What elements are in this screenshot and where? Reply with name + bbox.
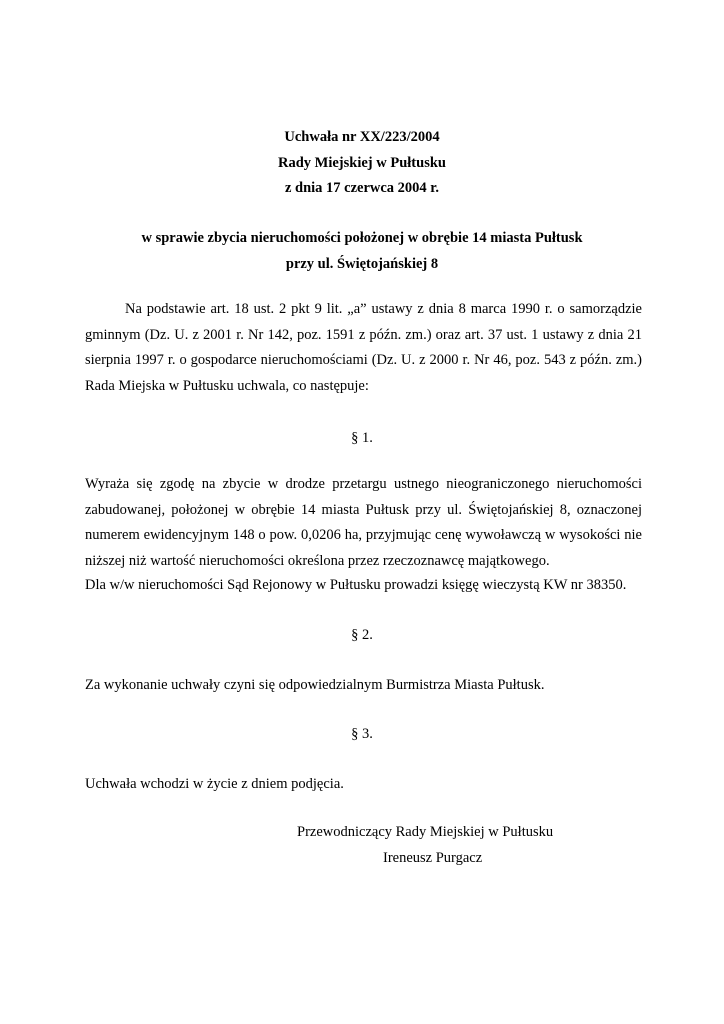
section-2-paragraph: Za wykonanie uchwały czyni się odpowiedzialnym Burmistrza Miasta Pułtusk. xyxy=(85,677,545,693)
subject-line-1: w sprawie zbycia nieruchomości położonej w obrębie 14 miasta Pułtusk xyxy=(141,230,583,246)
resolution-date: z dnia 17 czerwca 2004 r. xyxy=(284,180,440,196)
section-1-land-register-note: Dla w/w nieruchomości Sąd Rejonowy w Pułtusku prowadzi księgę wieczystą KW nr 38350. xyxy=(85,577,627,593)
section-3-heading: § 3. xyxy=(351,726,373,742)
council-name: Rady Miejskiej w Pułtusku xyxy=(278,155,446,171)
subject-line-2: przy ul. Świętojańskiej 8 xyxy=(285,256,439,272)
signature-name: Ireneusz Purgacz xyxy=(383,850,483,866)
section-1-heading: § 1. xyxy=(351,430,373,446)
preamble-paragraph: Na podstawie art. 18 ust. 2 pkt 9 lit. „a” ustawy z dnia 8 marca 1990 r. o samorządzie gminnym (Dz. U. z 2001 r. Nr 142, poz. 1591 z późn. zm.) oraz art. 37 ust. 1 ustawy z dnia 21 sierpnia 1997 r. o gospodarce nieruchomościami (Dz. U. z 2000 r. Nr 46, poz. 543 z późn. zm.) Rada Miejska w Pułtusku uchwala, co następuje: xyxy=(85,301,642,394)
section-1-paragraph: Wyraża się zgodę na zbycie w drodze przetargu ustnego nieograniczonego nieruchomości zabudowanej, położonej w obrębie 14 miasta Pułtusk przy ul. Świętojańskiej 8, oznaczonej numerem ewidencyjnym 148 o pow. 0,0206 ha, przyjmując cenę wywoławczą w wysokości nie niższej niż wartość nieruchomości określona przez rzeczoznawcę majątkowego. xyxy=(85,476,642,569)
signature-role: Przewodniczący Rady Miejskiej w Pułtusku xyxy=(297,824,554,840)
section-2-heading: § 2. xyxy=(351,627,373,643)
resolution-title: Uchwała nr XX/223/2004 xyxy=(284,129,440,145)
section-3-paragraph: Uchwała wchodzi w życie z dniem podjęcia. xyxy=(85,776,344,792)
